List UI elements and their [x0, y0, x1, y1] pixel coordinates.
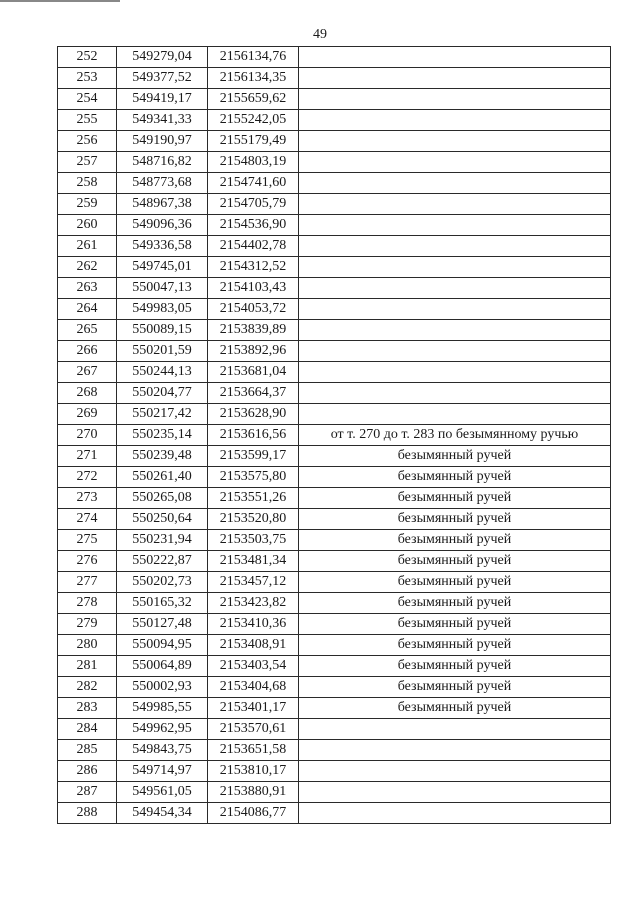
- point-number-cell: 282: [58, 677, 117, 698]
- note-cell: безымянный ручей: [299, 677, 611, 698]
- note-cell: безымянный ручей: [299, 635, 611, 656]
- table-row: [58, 383, 611, 404]
- note-cell: безымянный ручей: [299, 572, 611, 593]
- table-row: [58, 89, 611, 110]
- y-coordinate-cell: 2153892,96: [208, 341, 299, 362]
- point-number-cell: 286: [58, 761, 117, 782]
- table-row: [58, 551, 611, 572]
- x-coordinate-cell: 549341,33: [117, 110, 208, 131]
- note-cell: безымянный ручей: [299, 467, 611, 488]
- point-number-cell: 271: [58, 446, 117, 467]
- note-cell: [299, 194, 611, 215]
- table-row: [58, 446, 611, 467]
- table-row: [58, 761, 611, 782]
- table-row: [58, 803, 611, 824]
- table-row: [58, 593, 611, 614]
- x-coordinate-cell: 549096,36: [117, 215, 208, 236]
- x-coordinate-cell: 548967,38: [117, 194, 208, 215]
- x-coordinate-cell: 549190,97: [117, 131, 208, 152]
- x-coordinate-cell: 549561,05: [117, 782, 208, 803]
- y-coordinate-cell: 2154312,52: [208, 257, 299, 278]
- y-coordinate-cell: 2153503,75: [208, 530, 299, 551]
- x-coordinate-cell: 550089,15: [117, 320, 208, 341]
- scan-edge-mark: [0, 0, 120, 2]
- note-cell: безымянный ручей: [299, 614, 611, 635]
- note-cell: безымянный ручей: [299, 551, 611, 572]
- point-number-cell: 278: [58, 593, 117, 614]
- note-cell: безымянный ручей: [299, 530, 611, 551]
- y-coordinate-cell: 2153681,04: [208, 362, 299, 383]
- note-cell: безымянный ручей: [299, 509, 611, 530]
- note-cell: [299, 782, 611, 803]
- y-coordinate-cell: 2154103,43: [208, 278, 299, 299]
- note-cell: [299, 257, 611, 278]
- y-coordinate-cell: 2153423,82: [208, 593, 299, 614]
- point-number-cell: 288: [58, 803, 117, 824]
- point-number-cell: 267: [58, 362, 117, 383]
- note-cell: [299, 383, 611, 404]
- x-coordinate-cell: 549983,05: [117, 299, 208, 320]
- point-number-cell: 262: [58, 257, 117, 278]
- y-coordinate-cell: 2153616,56: [208, 425, 299, 446]
- table-row: [58, 299, 611, 320]
- x-coordinate-cell: 550235,14: [117, 425, 208, 446]
- note-cell: [299, 68, 611, 89]
- y-coordinate-cell: 2153481,34: [208, 551, 299, 572]
- y-coordinate-cell: 2153664,37: [208, 383, 299, 404]
- y-coordinate-cell: 2154741,60: [208, 173, 299, 194]
- note-cell: [299, 404, 611, 425]
- note-cell: [299, 110, 611, 131]
- table-row: [58, 656, 611, 677]
- point-number-cell: 264: [58, 299, 117, 320]
- note-cell: [299, 173, 611, 194]
- x-coordinate-cell: 550239,48: [117, 446, 208, 467]
- point-number-cell: 266: [58, 341, 117, 362]
- y-coordinate-cell: 2153810,17: [208, 761, 299, 782]
- note-cell: [299, 341, 611, 362]
- table-row: [58, 131, 611, 152]
- table-row: [58, 467, 611, 488]
- y-coordinate-cell: 2153408,91: [208, 635, 299, 656]
- x-coordinate-cell: 549336,58: [117, 236, 208, 257]
- x-coordinate-cell: 549985,55: [117, 698, 208, 719]
- note-cell: безымянный ручей: [299, 446, 611, 467]
- point-number-cell: 272: [58, 467, 117, 488]
- table-row: [58, 341, 611, 362]
- x-coordinate-cell: 550250,64: [117, 509, 208, 530]
- table-row: [58, 614, 611, 635]
- note-cell: безымянный ручей: [299, 488, 611, 509]
- table-row: [58, 215, 611, 236]
- table-row: [58, 719, 611, 740]
- table-row: [58, 47, 611, 68]
- point-number-cell: 270: [58, 425, 117, 446]
- coordinates-table: [57, 46, 611, 824]
- y-coordinate-cell: 2153520,80: [208, 509, 299, 530]
- x-coordinate-cell: 550201,59: [117, 341, 208, 362]
- table-row: [58, 530, 611, 551]
- y-coordinate-cell: 2153551,26: [208, 488, 299, 509]
- table-row: [58, 320, 611, 341]
- table-row: [58, 152, 611, 173]
- table-row: [58, 677, 611, 698]
- y-coordinate-cell: 2156134,76: [208, 47, 299, 68]
- point-number-cell: 281: [58, 656, 117, 677]
- table-row: [58, 278, 611, 299]
- point-number-cell: 253: [58, 68, 117, 89]
- y-coordinate-cell: 2153403,54: [208, 656, 299, 677]
- y-coordinate-cell: 2153570,61: [208, 719, 299, 740]
- note-cell: [299, 320, 611, 341]
- x-coordinate-cell: 550002,93: [117, 677, 208, 698]
- note-cell: [299, 803, 611, 824]
- x-coordinate-cell: 550094,95: [117, 635, 208, 656]
- point-number-cell: 274: [58, 509, 117, 530]
- point-number-cell: 252: [58, 47, 117, 68]
- x-coordinate-cell: 550165,32: [117, 593, 208, 614]
- y-coordinate-cell: 2153839,89: [208, 320, 299, 341]
- point-number-cell: 277: [58, 572, 117, 593]
- point-number-cell: 285: [58, 740, 117, 761]
- x-coordinate-cell: 550261,40: [117, 467, 208, 488]
- table-row: [58, 236, 611, 257]
- point-number-cell: 269: [58, 404, 117, 425]
- note-cell: [299, 236, 611, 257]
- note-cell: безымянный ручей: [299, 593, 611, 614]
- y-coordinate-cell: 2154086,77: [208, 803, 299, 824]
- table-row: [58, 425, 611, 446]
- y-coordinate-cell: 2153880,91: [208, 782, 299, 803]
- x-coordinate-cell: 549419,17: [117, 89, 208, 110]
- table-row: [58, 362, 611, 383]
- page-number: 49: [313, 27, 327, 42]
- x-coordinate-cell: 548716,82: [117, 152, 208, 173]
- x-coordinate-cell: 550231,94: [117, 530, 208, 551]
- note-cell: [299, 89, 611, 110]
- point-number-cell: 279: [58, 614, 117, 635]
- note-cell: [299, 131, 611, 152]
- x-coordinate-cell: 550202,73: [117, 572, 208, 593]
- x-coordinate-cell: 550217,42: [117, 404, 208, 425]
- y-coordinate-cell: 2155179,49: [208, 131, 299, 152]
- y-coordinate-cell: 2155659,62: [208, 89, 299, 110]
- note-cell: [299, 362, 611, 383]
- y-coordinate-cell: 2154803,19: [208, 152, 299, 173]
- y-coordinate-cell: 2153628,90: [208, 404, 299, 425]
- y-coordinate-cell: 2153457,12: [208, 572, 299, 593]
- x-coordinate-cell: 549279,04: [117, 47, 208, 68]
- x-coordinate-cell: 549454,34: [117, 803, 208, 824]
- point-number-cell: 256: [58, 131, 117, 152]
- note-cell: [299, 740, 611, 761]
- table-row: [58, 404, 611, 425]
- point-number-cell: 280: [58, 635, 117, 656]
- table-row: [58, 509, 611, 530]
- y-coordinate-cell: 2153575,80: [208, 467, 299, 488]
- point-number-cell: 276: [58, 551, 117, 572]
- point-number-cell: 255: [58, 110, 117, 131]
- table-row: [58, 698, 611, 719]
- table-row: [58, 488, 611, 509]
- y-coordinate-cell: 2153410,36: [208, 614, 299, 635]
- point-number-cell: 268: [58, 383, 117, 404]
- note-cell: [299, 47, 611, 68]
- point-number-cell: 284: [58, 719, 117, 740]
- x-coordinate-cell: 549377,52: [117, 68, 208, 89]
- point-number-cell: 261: [58, 236, 117, 257]
- point-number-cell: 258: [58, 173, 117, 194]
- note-cell: от т. 270 до т. 283 по безымянному ручью: [299, 425, 611, 446]
- point-number-cell: 257: [58, 152, 117, 173]
- x-coordinate-cell: 549745,01: [117, 257, 208, 278]
- note-cell: [299, 215, 611, 236]
- table-row: [58, 257, 611, 278]
- point-number-cell: 275: [58, 530, 117, 551]
- point-number-cell: 259: [58, 194, 117, 215]
- x-coordinate-cell: 550244,13: [117, 362, 208, 383]
- point-number-cell: 260: [58, 215, 117, 236]
- note-cell: [299, 761, 611, 782]
- table-row: [58, 110, 611, 131]
- x-coordinate-cell: 550064,89: [117, 656, 208, 677]
- y-coordinate-cell: 2154705,79: [208, 194, 299, 215]
- table-row: [58, 173, 611, 194]
- table-row: [58, 740, 611, 761]
- x-coordinate-cell: 550222,87: [117, 551, 208, 572]
- y-coordinate-cell: 2154402,78: [208, 236, 299, 257]
- point-number-cell: 283: [58, 698, 117, 719]
- table-row: [58, 572, 611, 593]
- y-coordinate-cell: 2153401,17: [208, 698, 299, 719]
- point-number-cell: 273: [58, 488, 117, 509]
- point-number-cell: 287: [58, 782, 117, 803]
- table-row: [58, 782, 611, 803]
- y-coordinate-cell: 2153404,68: [208, 677, 299, 698]
- table-row: [58, 635, 611, 656]
- point-number-cell: 263: [58, 278, 117, 299]
- x-coordinate-cell: 550204,77: [117, 383, 208, 404]
- note-cell: безымянный ручей: [299, 698, 611, 719]
- note-cell: безымянный ручей: [299, 656, 611, 677]
- point-number-cell: 254: [58, 89, 117, 110]
- y-coordinate-cell: 2155242,05: [208, 110, 299, 131]
- note-cell: [299, 152, 611, 173]
- y-coordinate-cell: 2153599,17: [208, 446, 299, 467]
- point-number-cell: 265: [58, 320, 117, 341]
- y-coordinate-cell: 2154053,72: [208, 299, 299, 320]
- x-coordinate-cell: 548773,68: [117, 173, 208, 194]
- x-coordinate-cell: 549843,75: [117, 740, 208, 761]
- x-coordinate-cell: 550265,08: [117, 488, 208, 509]
- note-cell: [299, 299, 611, 320]
- coordinates-table-body: [58, 47, 611, 824]
- note-cell: [299, 278, 611, 299]
- y-coordinate-cell: 2153651,58: [208, 740, 299, 761]
- y-coordinate-cell: 2154536,90: [208, 215, 299, 236]
- table-row: [58, 68, 611, 89]
- y-coordinate-cell: 2156134,35: [208, 68, 299, 89]
- x-coordinate-cell: 550047,13: [117, 278, 208, 299]
- x-coordinate-cell: 549714,97: [117, 761, 208, 782]
- note-cell: [299, 719, 611, 740]
- table-row: [58, 194, 611, 215]
- x-coordinate-cell: 550127,48: [117, 614, 208, 635]
- x-coordinate-cell: 549962,95: [117, 719, 208, 740]
